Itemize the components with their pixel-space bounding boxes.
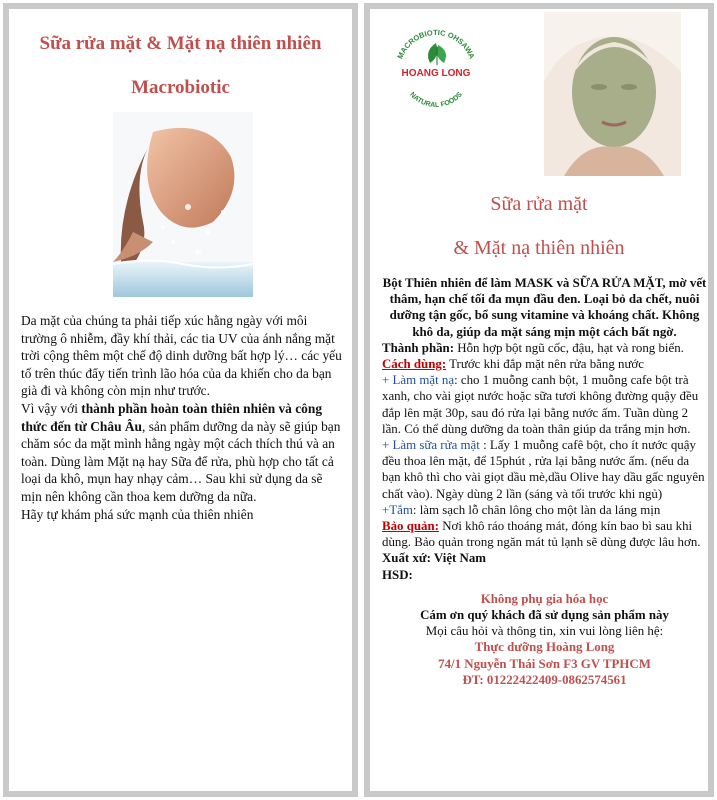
expiry: HSD:: [382, 567, 413, 582]
shop-phone: ĐT: 01222422409-0862574561: [462, 672, 627, 687]
ingredients: Thành phần: Hỗn hợp bột ngũ cốc, đậu, hạt và rong biển.: [382, 340, 684, 355]
contact-note: Mọi câu hỏi và thông tin, xin vui lòng liên hệ:: [425, 624, 664, 639]
right-title-line1: Sữa rửa mặt: [490, 193, 588, 215]
left-paragraph-1: Da mặt của chúng ta phải tiếp xúc hằng ngày với môi trường ô nhiễm, đầy khí thải, các tia UV của ánh nắng mặt trời cộng thêm một chế độ dinh dưỡng bất hợp lý… các yếu tố trên thúc đẩy tiến trình lão hóa của da khiến cho da bạn già đi và không còn mịn như trước.: [21, 313, 342, 399]
left-body-text: [21, 312, 346, 523]
shop-name: Thực dưỡng Hoàng Long: [474, 640, 615, 655]
left-panel: [3, 3, 358, 797]
left-title-line2: Macrobiotic: [131, 77, 230, 98]
storage: Bảo quản: Nơi khô ráo thoáng mát, đóng kín bao bì sau khi dùng. Bảo quản trong ngăn mát tủ lạnh sẽ dùng được lâu hơn.: [382, 519, 701, 550]
face-washing-photo: [113, 112, 253, 297]
face-mask-photo: [544, 12, 681, 176]
right-body-text: [382, 275, 707, 688]
mask-instructions: + Làm mặt nạ: cho 1 muỗng canh bột, 1 muỗng cafe bột trà xanh, cho vài giọt nước hoặc sữa tươi không đường quậy đều đắp lên mặt 30p, sau đó rửa lại bằng nước ấm. Tuần dùng 2 lần. Có thể dùng dưỡng da toàn thân giúp da trắng mịn hơn.: [382, 373, 699, 436]
logo-arc-bottom: NATURAL FOODS: [408, 91, 464, 110]
left-title-line1: Sữa rửa mặt & Mặt nạ thiên nhiên: [39, 33, 322, 54]
thanks: Cám ơn quý khách đã sử dụng sản phẩm này: [420, 608, 669, 623]
right-title-line2: & Mặt nạ thiên nhiên: [453, 237, 625, 259]
shop-address: 74/1 Nguyễn Thái Sơn F3 GV TPHCM: [438, 656, 651, 671]
usage: Cách dùng: Trước khi đắp mặt nên rửa bằng nước: [382, 357, 644, 372]
logo-brand: HOANG LONG: [401, 68, 471, 79]
leaf-icon: [428, 43, 446, 65]
right-panel: [364, 3, 714, 797]
left-paragraph-3: Hãy tự khám phá sức mạnh của thiên nhiên: [21, 506, 254, 522]
cleanser-instructions: + Làm sữa rửa mặt : Lấy 1 muỗng cafê bột, cho ít nước quậy đều thoa lên mặt, để 15phút , rửa lại bằng nước ấm. (nếu da bạn khô thì cho vài giọt dầu mè,dầu Olive hay dầu gấc nguyên chất vào). Ngày dùng 2 lần (sáng và tối trước khi ngủ): [382, 438, 705, 501]
svg-text:NATURAL FOODS: [408, 91, 464, 109]
hoang-long-logo: [390, 21, 482, 113]
origin: Xuất xứ: Việt Nam: [382, 551, 487, 566]
left-paragraph-2-bold: thành phần hoàn toàn thiên nhiên và công thức đến từ Châu Âu: [21, 400, 323, 434]
no-additives: Không phụ gia hóa học: [480, 591, 609, 606]
product-intro: Bột Thiên nhiên để làm MASK và SỮA RỬA MẶT, mờ vết thâm, hạn chế tối đa mụn đầu đen. Loại bỏ da chết, nuôi dưỡng tận gốc, bổ sung vitamine và khoáng chất. Không khô da, giúp da mặt sáng mịn một cách bất ngờ.: [382, 276, 707, 339]
left-paragraph-2: Vì vậy với thành phần hoàn toàn thiên nhiên và công thức đến từ Châu Âu, sản phẩm dưỡng da này sẽ giúp bạn chăm sóc da mặt mình hằng ngày một cách thích thú và an toàn. Dùng làm Mặt nạ hay Sữa để rửa, phù hợp cho tất cả loại da khô, mụn hay nhạy cảm… Sau khi sử dụng da sẽ mịn nên không cần thoa kem dưỡng da nữa.: [21, 400, 341, 504]
logo-arc-top: MACROBIOTIC OHSAWA: [395, 27, 477, 61]
bath-instructions: +Tắm: làm sạch lỗ chân lông cho một làn da láng mịn: [382, 502, 661, 517]
